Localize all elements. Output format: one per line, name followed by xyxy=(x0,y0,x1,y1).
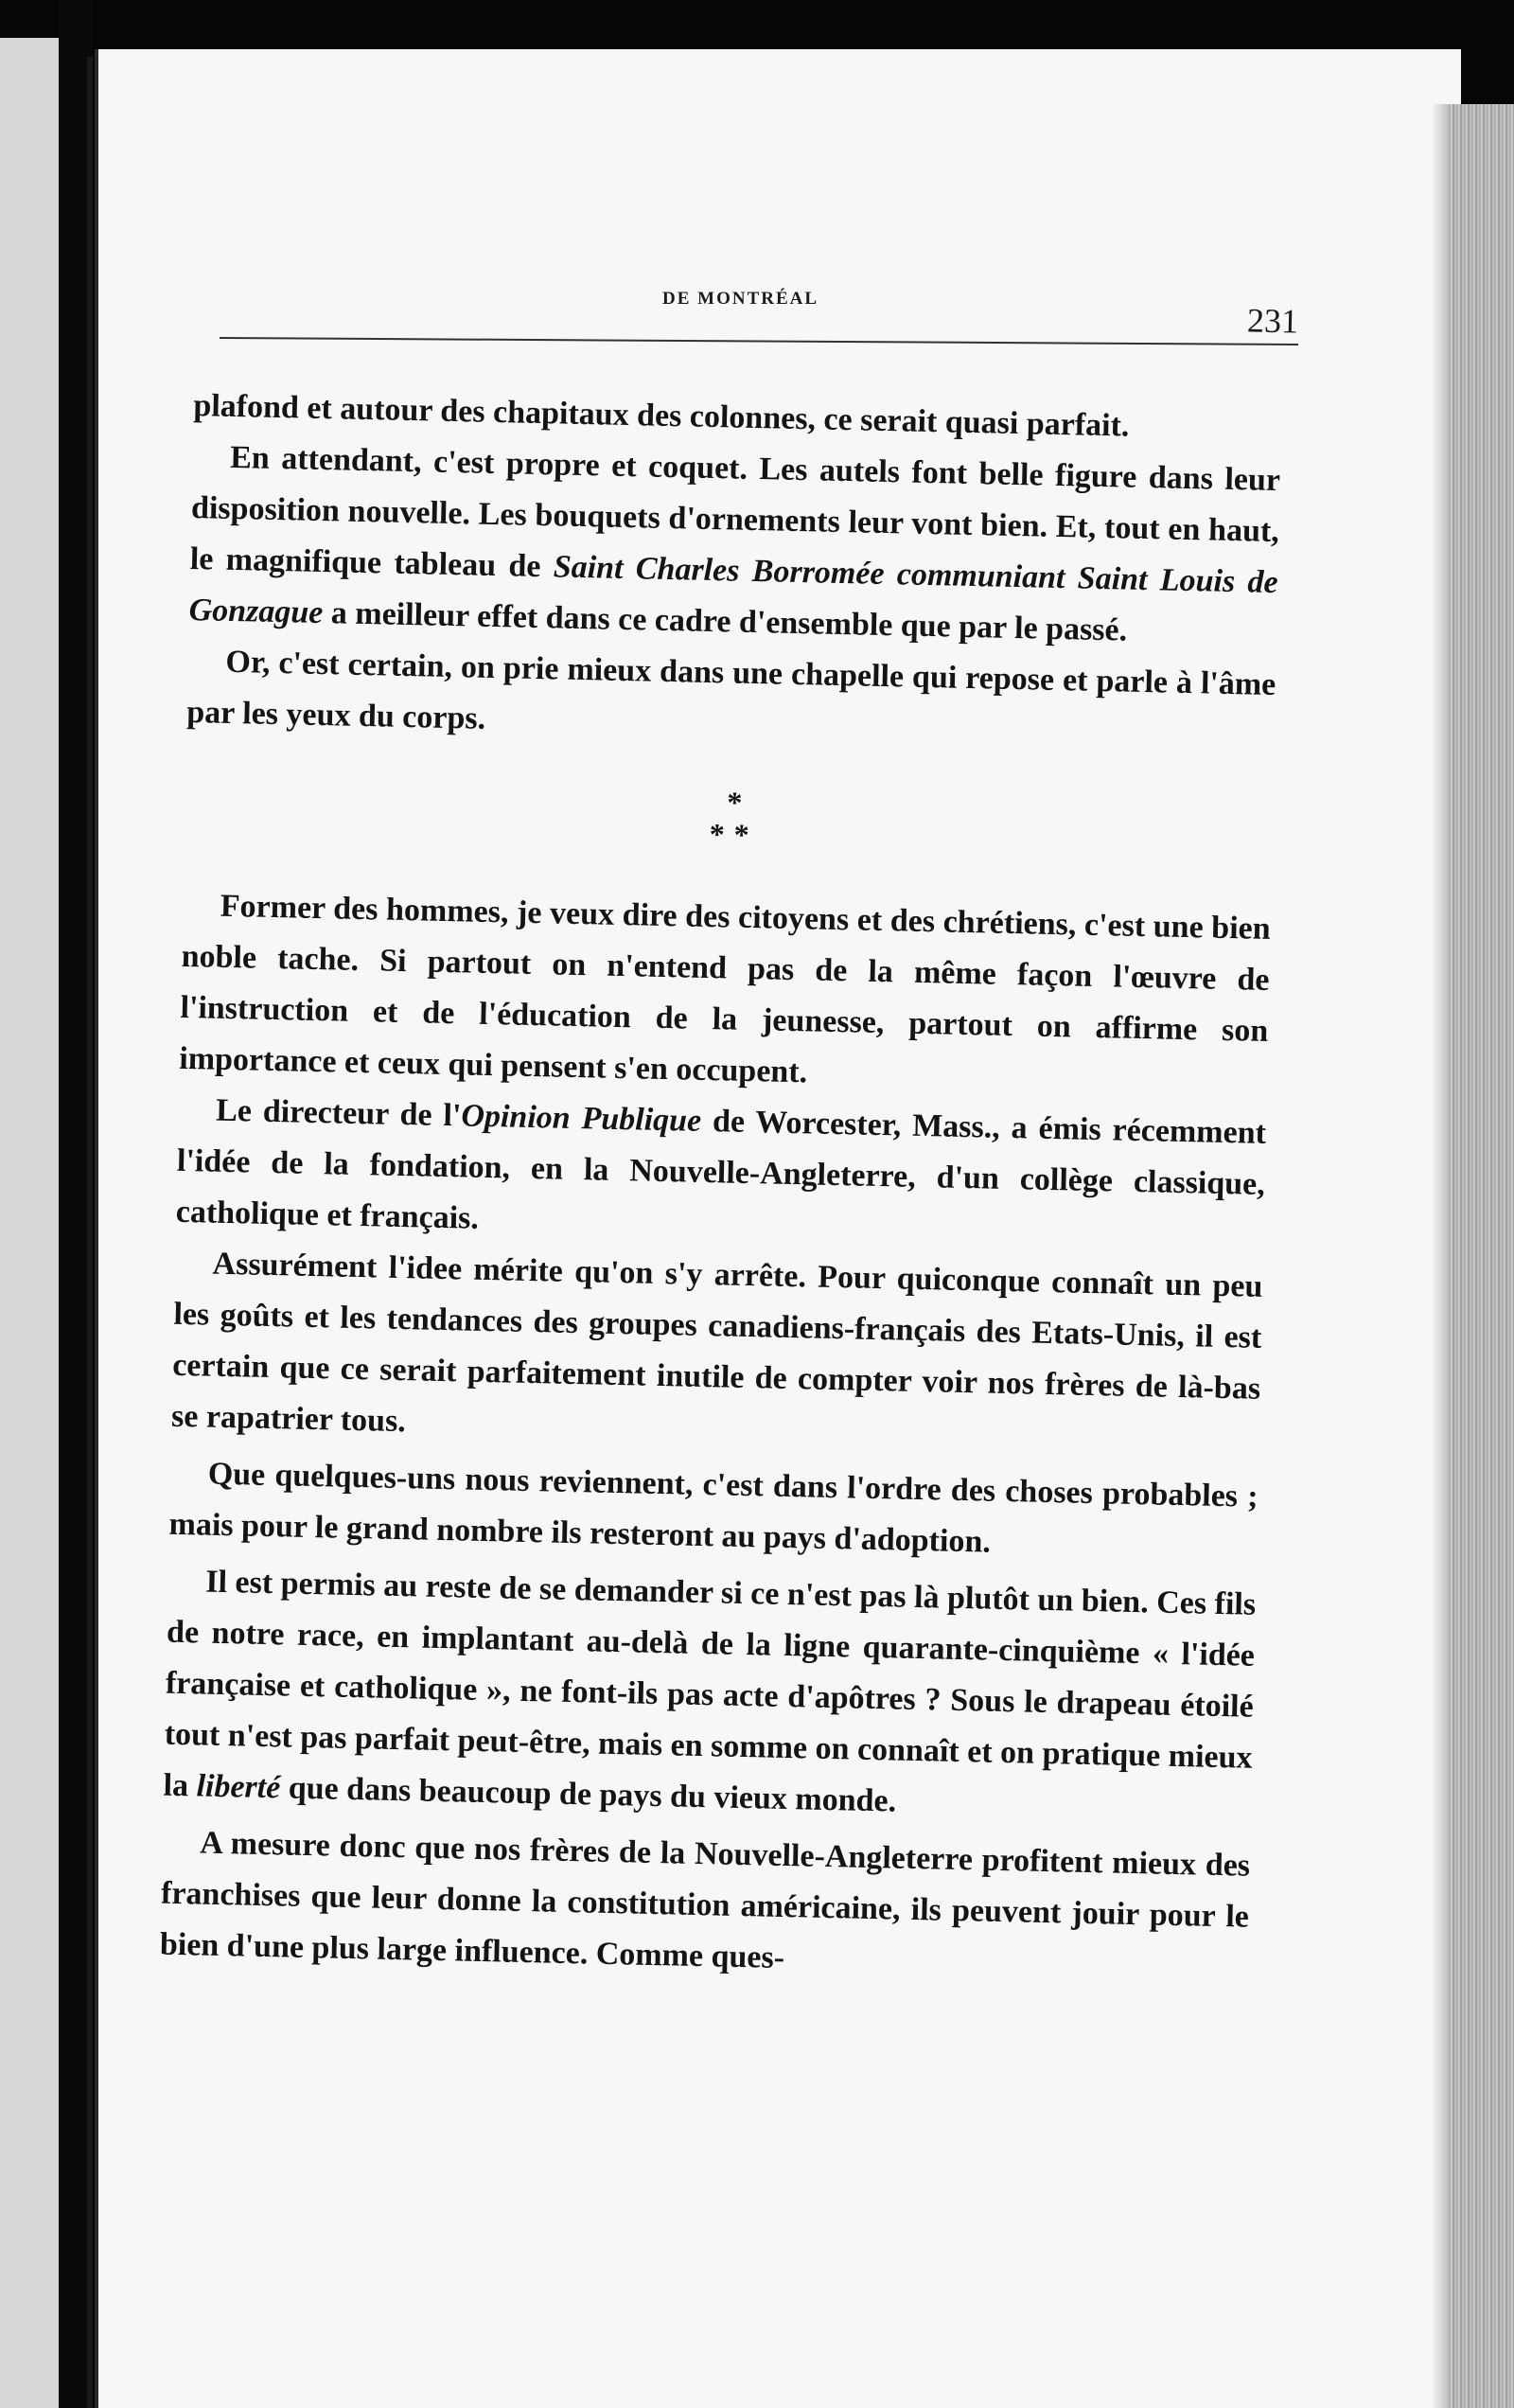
newspaper-title: Opinion Publique xyxy=(461,1098,702,1139)
paragraph-text: A mesure donc que nos frères de la Nouvelle-Angleterre profitent mieux des franchises que leur donne la constitution américaine, ils peuvent jouir pour le bien d'une plus large influence. Comme ques- xyxy=(159,1825,1251,1976)
page-stack xyxy=(1448,104,1514,2408)
paragraph xyxy=(179,880,1271,1108)
section-break xyxy=(183,738,1274,904)
asterism xyxy=(709,786,759,851)
page-number: 231 xyxy=(1246,301,1299,341)
paragraph-text: Le directeur de l' xyxy=(215,1092,462,1134)
asterism-top: * xyxy=(727,785,743,820)
paragraph-text: Or, c'est certain, on prie mieux dans une chapelle qui repose et parle à l'âme par les yeux du corps. xyxy=(185,644,1276,736)
asterism-bottom: ** xyxy=(709,817,760,853)
paragraph-text: plafond et autour des chapitaux des colonnes, ce serait quasi parfait. xyxy=(193,387,1130,444)
paragraph-text: En attendant, c'est propre et coquet. Les autels font belle figure dans leur disposition nouvelle. Les bouquets d'ornements leur vont bien. Et, tout en haut, le magnifique tableau de xyxy=(189,439,1281,585)
paragraph xyxy=(159,1817,1250,1994)
paragraph-text: de Worcester, Mass., a émis récemment l'idée de la fondation, en la Nouvelle-Angleterre, d'un collège classique, catholique et français. xyxy=(175,1103,1267,1236)
paragraph xyxy=(175,1085,1266,1262)
paragraph-text: a meilleur effet dans ce cadre d'ensemble que par le passé. xyxy=(322,595,1128,648)
paragraph xyxy=(171,1238,1263,1466)
painting-title: Saint Charles Borromée communiant Saint Louis de Gonzague xyxy=(188,549,1279,631)
paragraph-text: Former des hommes, je veux dire des citoyens et des chrétiens, c'est une bien noble tache. Si partout on n'entend pas de la même façon l'œuvre de l'instruction et de l'éducation de la jeunesse, partout on affirme son importance et ceux qui pensent s'en occupent. xyxy=(178,888,1272,1090)
gutter xyxy=(87,57,93,2408)
facing-page-edge xyxy=(0,38,59,2408)
paragraph xyxy=(168,1448,1259,1574)
paragraph-text: Que quelques-uns nous reviennent, c'est dans l'ordre des choses probables ; mais pour le grand nombre ils resteront au pays d'adoption. xyxy=(168,1456,1259,1560)
paragraph-text: que dans beaucoup de pays du vieux monde. xyxy=(279,1770,897,1819)
paragraph-text: Assurément l'idee mérite qu'on s'y arrête. Pour quiconque connaît un peu les goûts et les tendances des groupes canadiens-français des Etats-Unis, il est certain que ce serait parfaitement inutile de compter voir nos frères de là-bas se rapatrier tous. xyxy=(170,1246,1263,1440)
paragraph xyxy=(188,432,1280,660)
emphasis: liberté xyxy=(196,1768,281,1806)
running-head: DE MONTRÉAL xyxy=(662,289,819,309)
paragraph-text: Il est permis au reste de se demander si ce n'est pas là plutôt un bien. Ces fils de notre race, en implantant au-delà de la ligne quarante-cinquième « l'idée française et catholique », ne font-ils pas acte d'apôtres ? Sous le drapeau étoilé tout n'est pas parfait peut-être, mais en somme on connaît et on pratique mieux la xyxy=(163,1564,1257,1804)
paragraph xyxy=(163,1556,1257,1835)
body-text xyxy=(159,381,1281,1994)
